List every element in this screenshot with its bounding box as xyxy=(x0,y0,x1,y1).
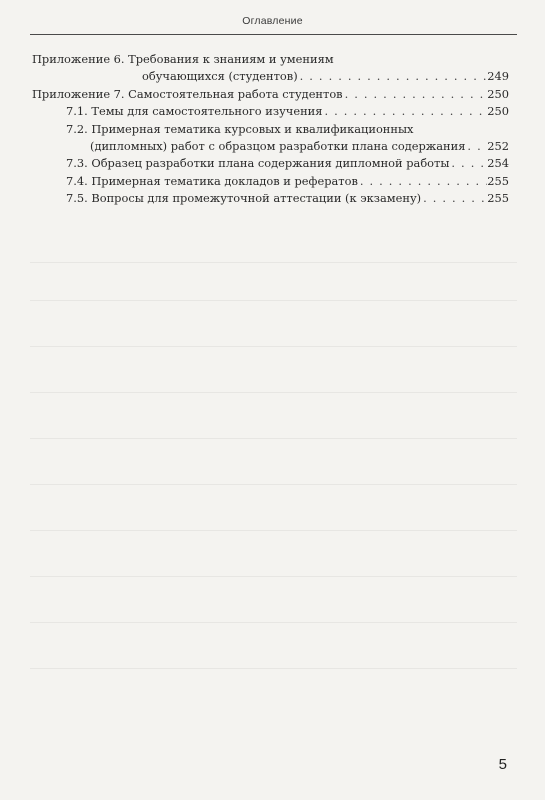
dot-leader xyxy=(358,173,487,190)
toc-entry-title: 7.2. Примерная тематика курсовых и квалификационных xyxy=(66,121,414,136)
toc-entry-title: 7.1. Темы для самостоятельного изучения xyxy=(66,104,323,119)
toc-entry-appendix-6[interactable] xyxy=(32,51,509,86)
bleed-through-line xyxy=(30,530,517,531)
header-rule xyxy=(30,34,517,35)
dot-leader xyxy=(465,138,487,155)
toc-page-number: 250 xyxy=(487,86,509,101)
bleed-through-line xyxy=(30,392,517,393)
bleed-through-line xyxy=(30,622,517,623)
bleed-through-line xyxy=(30,346,517,347)
toc-entry-7-4[interactable] xyxy=(32,173,509,190)
bleed-through-line xyxy=(30,262,517,263)
dot-leader xyxy=(449,155,487,172)
bleed-through-line xyxy=(30,438,517,439)
toc-entry-title: Приложение 6. Требования к знаниям и умениям xyxy=(32,52,334,66)
bleed-through-line xyxy=(30,576,517,577)
toc-entry-7-5[interactable] xyxy=(32,190,509,207)
dot-leader xyxy=(298,68,488,85)
toc-entry-title: 7.5. Вопросы для промежуточной аттестации (к экзамену) xyxy=(66,191,422,206)
toc-page-number: 249 xyxy=(487,69,509,84)
toc-entry-7-2[interactable] xyxy=(32,121,509,156)
toc-page-number: 254 xyxy=(487,156,509,171)
toc-entry-appendix-7[interactable] xyxy=(32,86,509,103)
bleed-through-line xyxy=(30,668,517,669)
table-of-contents xyxy=(32,51,509,208)
running-head: Оглавление xyxy=(242,15,303,27)
folio-page-number: 5 xyxy=(498,756,507,773)
dot-leader xyxy=(343,86,488,103)
toc-page-number: 252 xyxy=(487,139,509,154)
dot-leader xyxy=(421,190,487,207)
toc-entry-title: 7.3. Образец разработки плана содержания дипломной работы xyxy=(66,156,450,171)
dot-leader xyxy=(322,103,487,120)
toc-page-number: 255 xyxy=(487,191,509,206)
toc-entry-7-3[interactable] xyxy=(32,155,509,172)
toc-entry-title: Приложение 7. Самостоятельная работа студентов xyxy=(32,86,343,101)
toc-page-number: 255 xyxy=(487,173,509,188)
toc-entry-title: 7.4. Примерная тематика докладов и рефератов xyxy=(66,173,358,188)
toc-entry-title-continued: обучающихся (студентов) xyxy=(142,69,298,84)
bleed-through-line xyxy=(30,484,517,485)
bleed-through-line xyxy=(30,300,517,301)
toc-entry-title-continued: (дипломных) работ с образцом разработки плана содержания xyxy=(90,139,466,154)
toc-entry-7-1[interactable] xyxy=(32,103,509,120)
toc-page-number: 250 xyxy=(487,104,509,119)
